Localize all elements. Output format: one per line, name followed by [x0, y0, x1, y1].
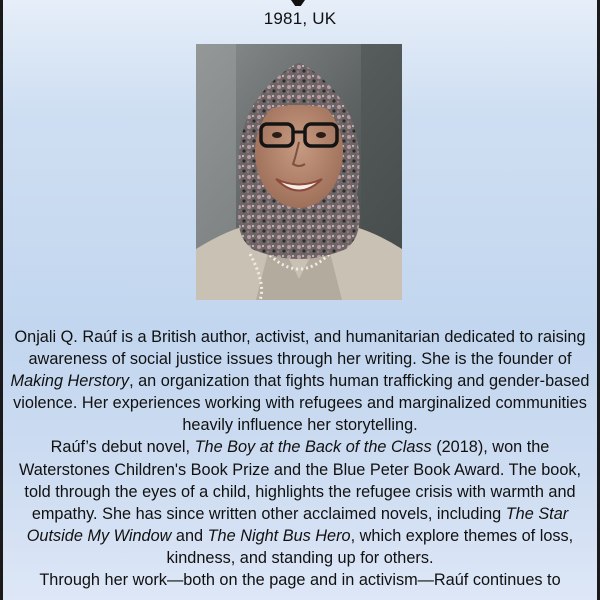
bio-paragraph-2 — [8, 436, 592, 569]
portrait-illustration — [196, 44, 402, 300]
bio-paragraph-3 — [8, 569, 592, 591]
title-descender-fragment — [291, 0, 305, 6]
bio-text: Raúf’s debut novel, — [50, 438, 195, 457]
book-title: Making Herstory — [10, 372, 130, 391]
bio-text: Onjali Q. Raúf is a British author, activist, and humanitarian dedicated to raising awareness of social justice issues through her writing. She is the founder of — [14, 328, 586, 369]
bio-text: , which explore themes of loss, kindness, and standing up for others. — [166, 526, 574, 567]
bio-text: Through her work—both on the page and in activism—Raúf continues to — [39, 571, 561, 590]
bio-text: (2018), won the Waterstones Children's Book Prize and the Blue Peter Book Award. The book, told through the eyes of a child, highlights the refugee crisis with warmth and empathy. She has since written other acclaimed novels, including — [18, 438, 582, 523]
left-border — [0, 0, 3, 600]
book-title: The Star Outside My Window — [26, 504, 569, 545]
author-biography — [8, 326, 592, 591]
book-title: The Boy at the Back of the Class — [194, 438, 432, 457]
bio-text: and — [171, 526, 208, 545]
bio-paragraph-1 — [8, 326, 592, 436]
book-title: The Night Bus Hero — [207, 526, 351, 545]
bio-text: , an organization that fights human trafficking and gender-based violence. Her experiences working with refugees and marginalized communities heavily influence her storytelling. — [13, 372, 590, 435]
author-portrait — [196, 44, 402, 300]
birth-year-country: 1981, UK — [263, 9, 337, 28]
